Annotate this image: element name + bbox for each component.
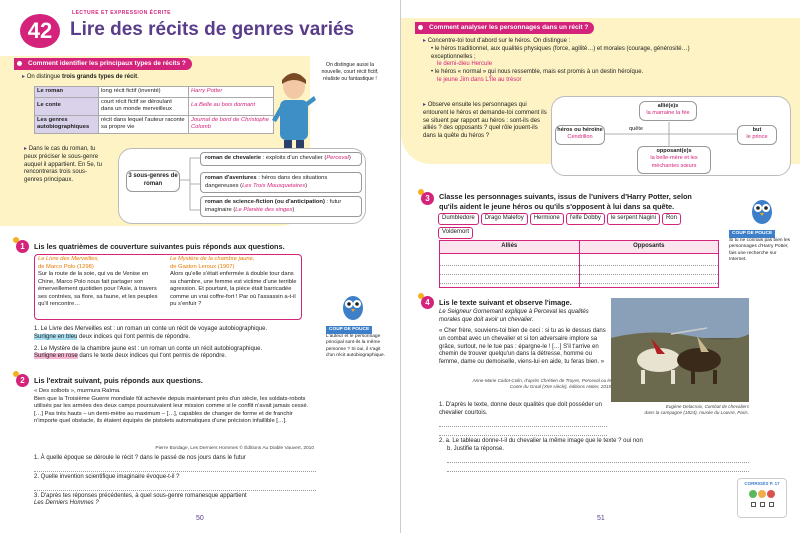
coup-de-pouce-2 [729,230,793,263]
node-hero-label: héros ou héroïne [557,127,603,133]
type-name: Le roman [35,87,99,98]
q4-answers [439,402,607,436]
types-row [35,97,274,115]
answer-line[interactable] [34,463,316,472]
node-opp-label: opposant(e)s [656,148,692,154]
question-number-2: 2 [16,374,29,387]
subgenre-example: Perceval [326,155,349,161]
coup-de-pouce-1 [326,326,386,359]
answer-line[interactable] [34,482,316,491]
q4-source: Anne-Marie Cadot-Colin, d'après Chrétien de Troyes, Perceval ou le Conte du Graal (XIIe siècle), éditions Hatier, 2015 [472,378,611,389]
q1-text2 [170,256,300,309]
page-title: Lire des récits de genres variés [70,19,355,40]
section-label: LECTURE ET EXPRESSION ÉCRITE [72,10,172,16]
right-page [400,0,800,533]
question-number-1: 1 [16,240,29,253]
character-chip[interactable]: Hermione [530,213,564,225]
q1-a1: 1. Le Livre des Merveilles est : un roman un conte un récit de voyage autobiographique. [34,326,268,332]
q1-answers [34,326,316,361]
page-number-left: 50 [196,515,204,522]
answer-line[interactable] [439,427,607,436]
node-hero-ex: Cendrillon [567,134,593,141]
subgenre-name: roman d'aventures [205,175,257,181]
node-opponents [637,146,711,174]
q1-text1-title: Le Livre des Merveilles, [38,256,99,262]
highlight-pink-label: Surligne en rose [34,353,78,360]
intro-text-c: . [137,74,139,80]
question-number-3: 3 [421,192,434,205]
type-name: Le conte [35,97,99,115]
q2-a3b: Les Derniers Hommes ? [34,500,99,507]
subgenre-connectors [180,152,200,222]
coup1-title: COUP DE POUCE [326,326,372,334]
smiley-happy-icon[interactable] [749,490,757,498]
smiley-sad-icon[interactable] [767,490,775,498]
tag-analyze-characters: Comment analyser les personnages dans un récit ? [415,22,594,34]
hero-bullet-2-ex: le jeune Jim dans L'Île au trésor [437,76,522,83]
q4-intro: Le Seigneur Gornemant explique à Perceval les qualités morales que doit avoir un chevalier. [439,309,589,323]
page-number-right: 51 [597,515,605,522]
types-row [35,87,274,98]
subgenre-intro: ▸ Dans le cas du roman, tu peux préciser le sous-genre auquel il appartient. En 5e, tu rencontreras trois sous-genres principaux. [24,146,103,184]
q4-title: Lis le texte suivant et observe l'image. [439,298,572,307]
entourage-intro: ▸ Observe ensuite les personnages qui entourent le héros et demande-toi comment ils se situent par rapport au héros : sont-ils des alliés ? des opposants ? quel rôle jouent-ils dans la quête du héros ? [423,102,547,140]
character-chip[interactable]: Ron [662,213,681,225]
painting-caption-2: dans la campagne (1824), musée du Louvre, Paris. [644,409,749,415]
type-name: Les genres autobiographiques [35,115,99,133]
lesson-number: 42 [27,18,53,43]
q4-a2: 2. a. Le tableau donne-t-il du chevalier la même image que le texte ? oui non [439,438,643,444]
q1-text1-author: de Marco Polo (1298) [38,263,94,270]
opponents-cell[interactable] [579,253,719,287]
q4-a1: 1. D'après le texte, donne deux qualités que doit posséder un chevalier courtois. [439,402,602,416]
node-goal-label: but [752,127,762,133]
q3-title: Classe les personnages suivants, issus de l'univers d'Harry Potter, selon qu'ils aident le jeune héros ou qu'ils s'opposent à lui dans sa quête. [439,192,692,211]
hero-bullet-1-ex: le demi-dieu Hercule [437,61,493,68]
subgenre-intro-text: Dans le cas du roman, tu peux préciser le sous-genre auquel il appartient. En 5e, tu rencontreras trois sous-genres principaux. [24,146,103,184]
speech-bubble [320,62,380,82]
types-table [34,86,274,134]
hero-bullet-1: le héros traditionnel, aux qualités physiques (force, agilité…) et morales (courage, générosité…) exceptionnelles ; [431,45,690,60]
subgenre-name: roman de chevalerie [205,155,262,161]
node-hero [555,125,605,145]
hero-intro: ▸ Concentre-toi tout d'abord sur le héros. On distingue : • le héros traditionnel, aux qualités physiques (force, agilité…) et morales (courage, générosité…) exceptionnelles ; le demi-dieu Hercule • le héros « normal » qui nous ressemble, mais est promis à un destin héroïque. le jeune Jim dans L'Île au trésor [423,38,693,85]
node-ally [639,101,697,121]
answer-line[interactable] [447,463,749,472]
type-def: récit dans lequel l'auteur raconte sa propre vie [99,115,189,133]
intro-text-a: On distingue [26,74,63,80]
q2-title: Lis l'extrait suivant, puis réponds aux questions. [34,376,203,385]
subgenre-item [200,196,362,217]
character-chip[interactable]: Drago Malefoy [481,213,528,225]
question-number-4: 4 [421,296,434,309]
owl-mascot-2 [749,194,775,226]
q3-table [439,240,719,288]
node-goal [737,125,777,145]
tag-identify-types: Comment identifier les principaux types de récits ? [14,58,192,70]
q1-text2-title: Le Mystère de la chambre jaune, [170,256,255,262]
q4-answers-2 [439,438,749,472]
q1-text1-body: Sur la route de la soie, qui va de Venise en Chine, Marco Polo nous fait partager son émerveillement quotidien pour l'Asie, à travers ses contrées, sa flore, sa faune, et les peuples qu'il rencontre… [38,271,158,308]
subgenre-desc: : héros dans des situations dangereuses ( [205,175,328,189]
highlight-blue-label: Surligne en bleu [34,333,78,340]
q2-source: Pierre Bordage, Les Derniers Hommes © Éditions Au Diable Vauvert, 2010 [155,446,314,451]
speech-bubble-text: On distingue aussi la nouvelle, court récit fictif, réaliste ou fantastique ! [321,62,379,82]
type-example: Harry Potter [189,87,274,98]
subgenre-example: Les Trois Mousquetaires [242,182,306,189]
painting-caption [611,404,749,416]
answer-line[interactable] [447,454,749,463]
character-chip[interactable]: l'elfe Dobby [566,213,605,225]
types-row [35,115,274,133]
character-chip[interactable]: Dumbledore [438,213,479,225]
node-opp-ex: la belle-mère et les méchantes sœurs [650,155,698,169]
allies-cell[interactable] [440,253,580,287]
coup2-title: COUP DE POUCE [729,230,775,238]
q1-text2-body: Alors qu'elle s'était enfermée à double tour dans sa chambre, une femme est victime d'une terrible agression. Et pourtant, la pièce était barricadée comme un vrai coffre-fort ! Par où l'assassin a-t-il pu s'enfuir ? [170,271,297,308]
character-chip[interactable]: le serpent Nagini [607,213,660,225]
q4-text: « Cher frère, souviens-toi bien de ceci : si tu as le dessus dans un combat avec un chevalier et si ton adversaire implore sa grâce, surtout, ne le tue pas : épargne-le ! […] S'il t'arrive en chemin de trouver quelqu'un dans la détresse, homme ou femme, dame ou demoiselle, viens-lui en aide, tu feras bien. » [439,328,606,366]
subgenre-name: roman de science-fiction (ou d'anticipation) [205,199,325,205]
subgenre-end: ) [292,206,295,213]
type-def: long récit fictif (inventé) [99,87,189,98]
q1-text1 [38,256,164,309]
type-def: court récit fictif se déroulant dans un monde merveilleux [99,97,189,115]
q2-a1: 1. À quelle époque se déroule le récit ? dans le passé de nos jours dans le futur [34,455,246,461]
character-chips [437,212,707,240]
subgenre-item [200,172,362,193]
col-allies: Alliés [440,241,580,254]
node-ally-label: allié(e)s [657,103,679,109]
subgenre-end: ) [348,155,351,161]
corrections-label: CORRIGÉS P. 17 [744,481,780,486]
coup2-text: Si tu ne connais pas bien les personnages d'Harry Potter, fais une recherche sur Internet. [729,238,791,262]
hero-bullet-2: le héros « normal » qui nous ressemble, mais est promis à un destin héroïque. [434,69,644,76]
character-chip[interactable]: Voldemort [438,227,473,239]
type-example: Journal de bord de Christophe Colomb [189,115,274,133]
entourage-text: Observe ensuite les personnages qui entourent le héros et demande-toi comment ils se situent par rapport au héros : sont-ils des alliés ? des opposants ? quel rôle jouent-ils dans la quête du héros ? [423,102,547,140]
answer-line[interactable] [439,418,607,427]
q1-text2-author: de Gaston Leroux (1907) [170,263,235,270]
intro-text-b: trois grands types de récit [62,74,138,80]
q1-a2-rest: dans le texte deux indices qui t'ont permis de répondre. [77,353,227,360]
type-example: La Belle au bois dormant [189,97,274,115]
subgenre-desc: : exploits d'un chevalier ( [261,155,327,161]
q2-a2: 2. Quelle invention scientifique imaginaire évoque-t-il ? [34,473,180,480]
subgenre-item [200,152,362,166]
q2-a3: 3. D'après tes réponses précédentes, à quel sous-genre romanesque appartient [34,492,247,499]
col-opponents: Opposants [579,241,719,254]
lesson-number-badge [20,14,60,48]
intro-line: ▸ On distingue trois grands types de récit. [22,74,139,80]
smiley-row [738,490,786,500]
smiley-neutral-icon[interactable] [758,490,766,498]
subgenre-example: Le Planète des singes [235,206,293,213]
quest-label: quête [629,126,643,132]
q1-title: Lis les quatrièmes de couverture suivantes puis réponds aux questions. [34,242,285,251]
subgenre-desc: : futur imaginaire ( [205,199,342,213]
subgenre-end: ) [305,182,308,189]
q1-a1-rest: deux indices qui t'ont permis de répondre. [77,333,191,340]
corrections-box[interactable] [737,478,787,518]
node-ally-ex: la marraine la fée [646,110,690,117]
q4-a2b: b. Justifie ta réponse. [447,445,505,452]
subgenre-hub [126,170,180,192]
q2-answers [34,455,316,508]
painting-image [611,298,749,402]
coup1-text: L'auteur et le personnage principal sont-ils la même personne ? Si oui, il s'agit d'un récit autobiographique. [326,334,386,358]
hero-intro-text: Concentre-toi tout d'abord sur le héros. On distingue : [427,38,571,44]
q2-text: « Des solbots », murmura Raïma. Bien que la Troisième Guerre mondiale fût achevée depuis maintenant près d'un siècle, les soldats-robots utilisés par les armées des deux camps poursuivaient leur mission comme si le conflit n'avait jamais cessé. […] Pas très hauts – un demi-mètre au maximum – […], capables de changer de forme et de franchir n'importe quel obstacle, ils étaient équipés de pistolets automatiques d'une précision infaillible […]. [34,388,309,425]
owl-mascot-1 [340,290,366,322]
subgenre-hub-label: 3 sous-genres de roman [128,173,178,187]
q1-a2: 2. Le Mystère de la chambre jaune est : un roman un conte un récit autobiographique. [34,345,263,352]
painting-caption-1: Eugène Delacroix, Combat de chevaliers [665,404,749,409]
node-goal-ex: le prince [746,134,768,141]
